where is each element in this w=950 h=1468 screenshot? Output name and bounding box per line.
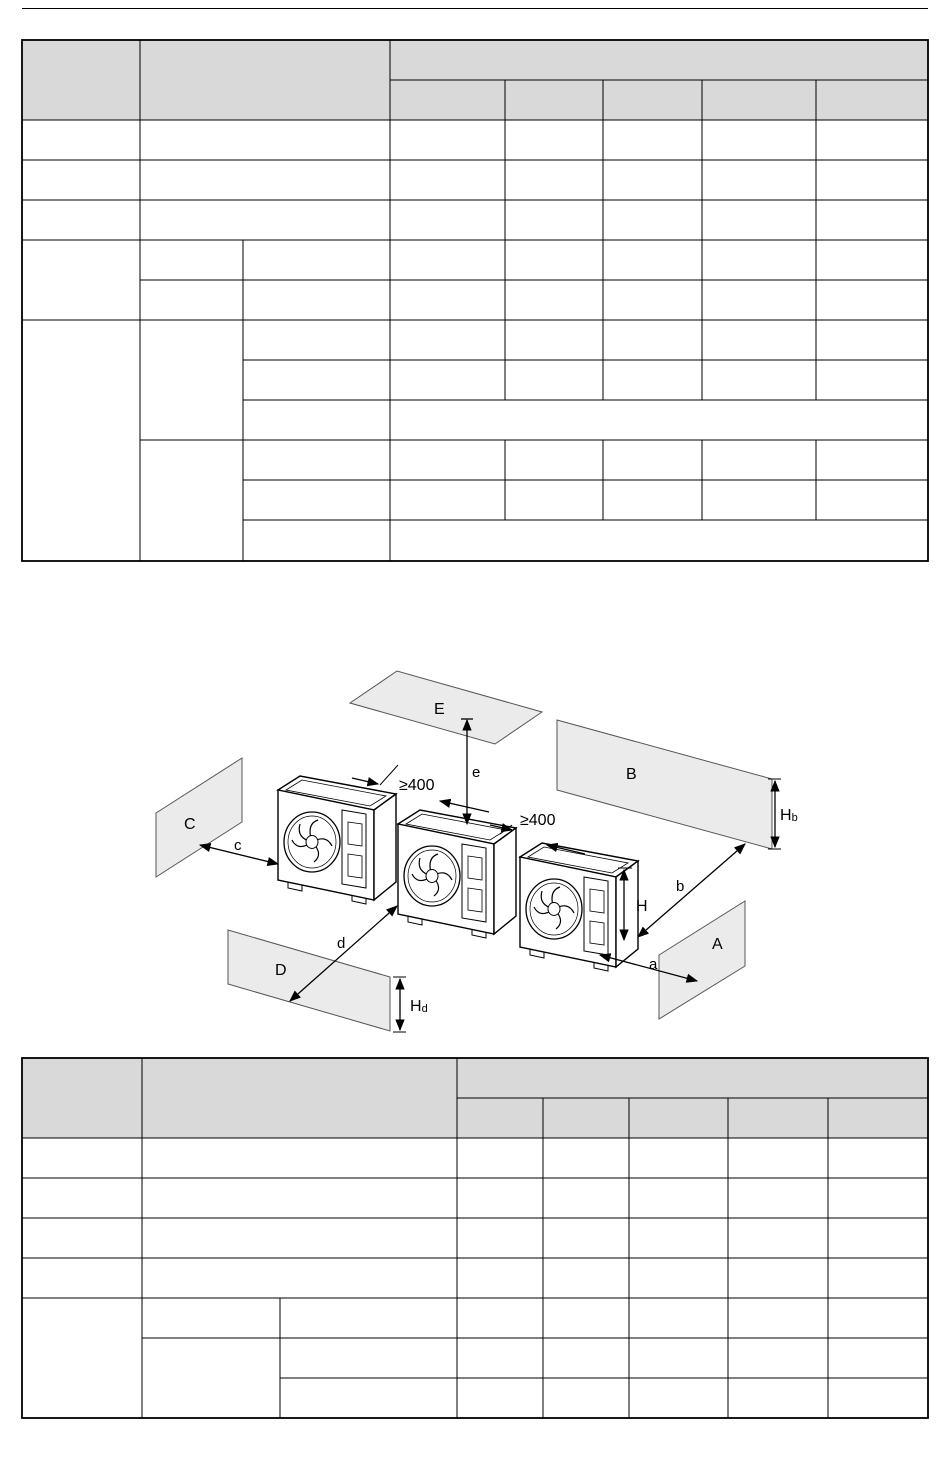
dim-c-label: c [234,837,242,854]
panel-c-label: C [184,816,196,833]
dim-hd-label: Hd [410,998,428,1015]
dim-d-label: d [337,935,346,952]
panel-a-label: A [712,936,723,953]
dim-hb-label: Hb [780,807,798,824]
panel-d-label: D [275,962,287,979]
panel-b-label: B [626,766,637,783]
dim-b-label: b [676,878,685,895]
dim-e-label: e [472,764,481,781]
gap-left-label: ≥400 [399,777,435,794]
gap-right-label: ≥400 [520,812,556,829]
dim-h-label: H [636,898,648,915]
dim-a-label: a [649,956,658,973]
panel-e-label: E [434,701,445,718]
